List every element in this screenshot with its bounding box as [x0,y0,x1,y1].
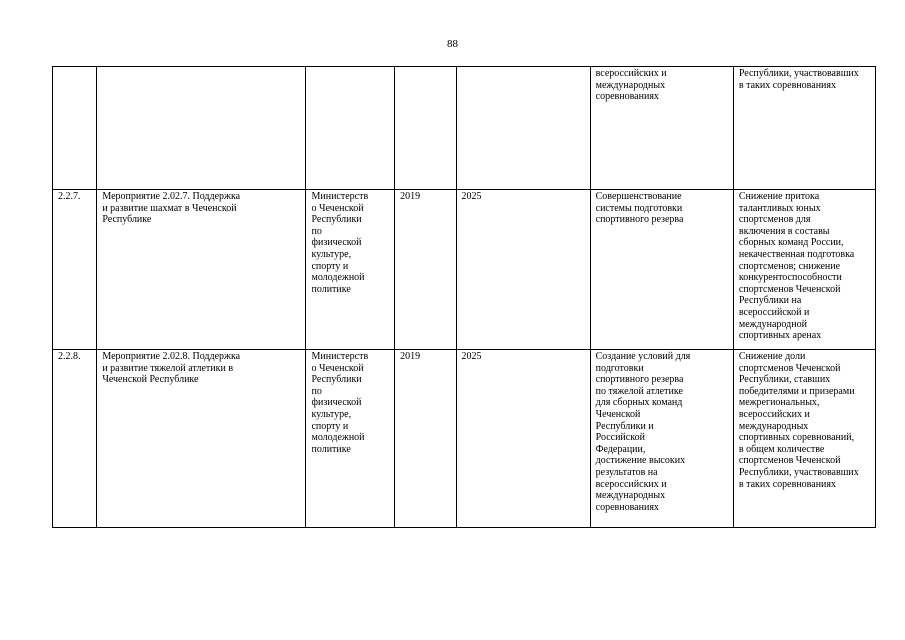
cell-executor [306,67,395,190]
cell-end-year [456,350,590,528]
cell-executor [306,190,395,350]
table-row [53,350,876,528]
cell-expected-result-text: Создание условий для подготовки спортивного резерва по тяжелой атлетике для сборных команд Чеченской Республики и Российской Федерации, достижение высоких результатов на всероссийских и международных соревнованиях [595,351,691,513]
cell-event-text: Мероприятие 2.02.8. Поддержка и развитие тяжелой атлетики в Чеченской Республике [102,351,241,386]
cell-consequence-text: Республики, участвовавших в таких соревнованиях [738,68,859,91]
cell-consequence [733,190,875,350]
cell-start-year [395,67,456,190]
cell-event [97,350,306,528]
cell-start-year [395,350,456,528]
cell-event [97,190,306,350]
page-number: 88 [447,38,458,50]
cell-consequence-text: Снижение притока талантливых юных спортсменов для включения в составы сборных команд России, некачественная подготовка спортсменов; снижение конкурентоспособности спортсменов Чеченской Республики на всероссийской и международной спортивных аренах [738,191,855,342]
cell-executor [306,350,395,528]
cell-executor-text: Министерств о Чеченской Республики по физической культуре, спорту и молодежной политике [311,351,369,455]
cell-number [53,190,97,350]
cell-end-year-text: 2025 [461,351,482,362]
cell-consequence [733,67,875,190]
cell-number-text: 2.2.8. [58,351,81,362]
cell-number-text: 2.2.7. [58,191,81,202]
cell-start-year [395,190,456,350]
cell-end-year-text: 2025 [461,191,482,202]
table-row [53,67,876,190]
program-activities-table [52,66,876,528]
cell-number [53,67,97,190]
cell-event [97,67,306,190]
cell-consequence [733,350,875,528]
cell-expected-result [590,350,733,528]
cell-event-text: Мероприятие 2.02.7. Поддержка и развитие шахмат в Чеченской Республике [102,191,241,226]
cell-end-year [456,67,590,190]
cell-expected-result-text: Совершенствование системы подготовки спортивного резерва [595,191,684,226]
cell-start-year-text: 2019 [400,351,421,362]
table-row [53,190,876,350]
cell-consequence-text: Снижение доли спортсменов Чеченской Республики, ставших победителями и призерами межрегиональных, всероссийских и международных спортивных соревнований, в общем количестве спортсменов Чеченской Республики, участвовавших в таких соревнованиях [738,351,859,490]
cell-end-year [456,190,590,350]
cell-number [53,350,97,528]
cell-executor-text: Министерств о Чеченской Республики по физической культуре, спорту и молодежной политике [311,191,369,295]
cell-expected-result [590,67,733,190]
cell-start-year-text: 2019 [400,191,421,202]
cell-expected-result-text: всероссийских и международных соревнованиях [595,68,667,103]
cell-expected-result [590,190,733,350]
